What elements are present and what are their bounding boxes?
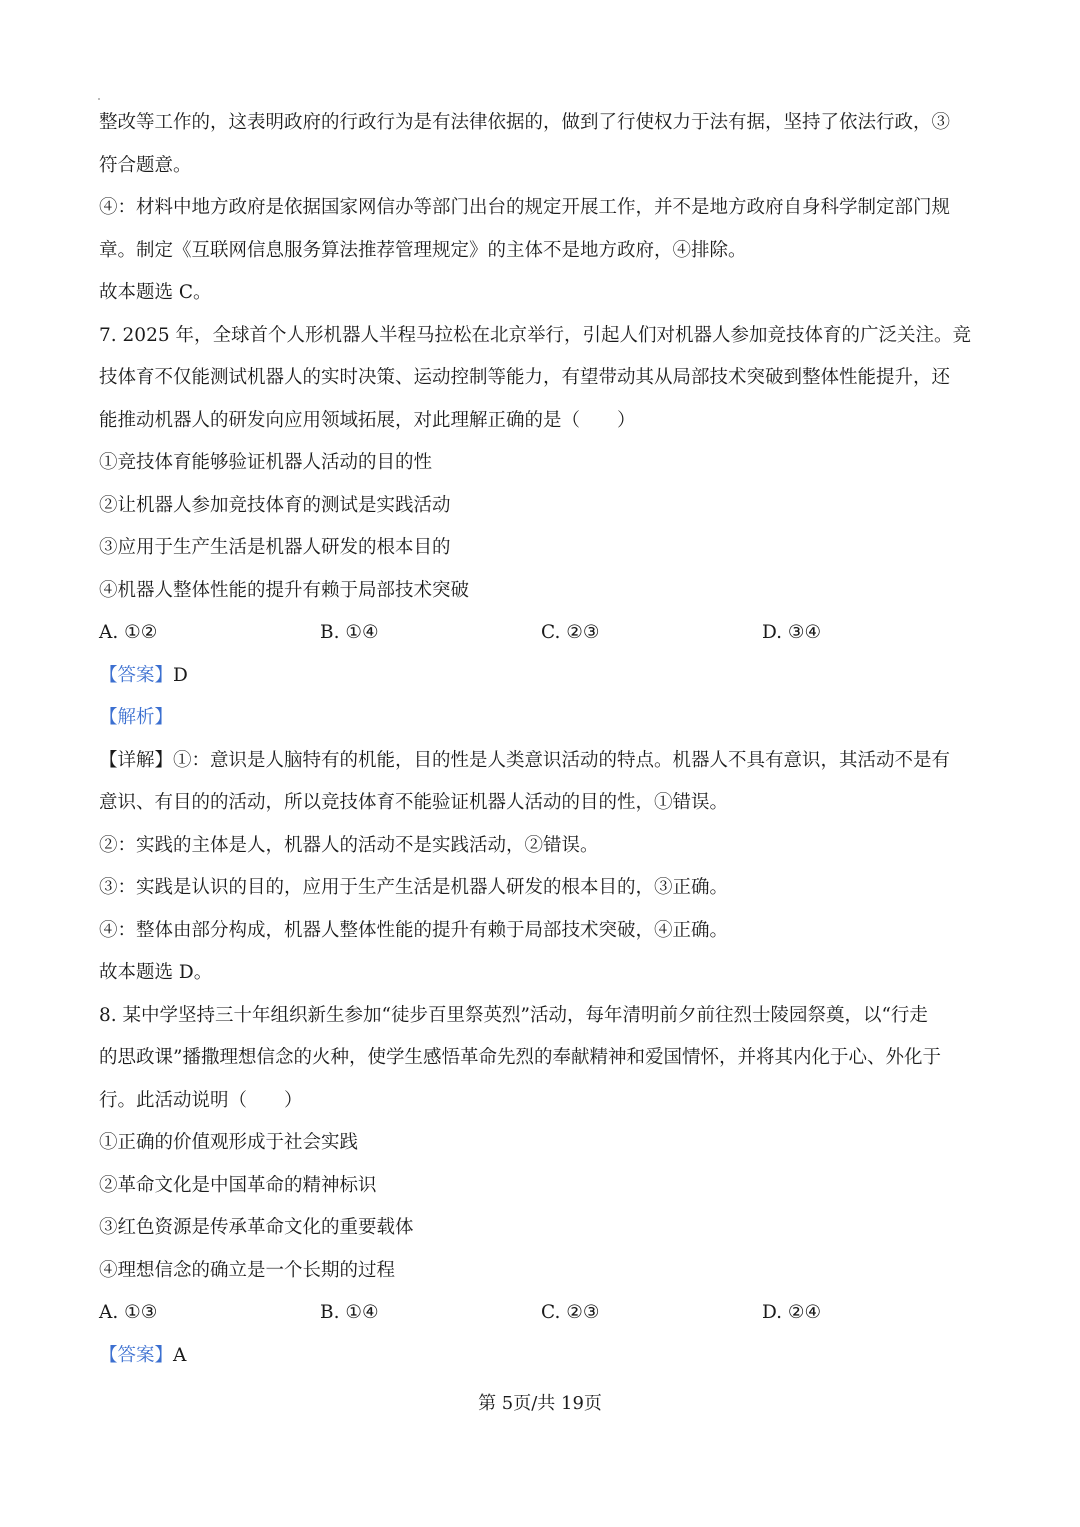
question-stem-line: 的思政课”播撒理想信念的火种，使学生感悟革命先烈的奉献精神和爱国情怀，并将其内化于心、外化于 bbox=[99, 1047, 941, 1068]
scan-speck bbox=[98, 98, 100, 100]
option-d: D. ②④ bbox=[762, 1302, 822, 1323]
question-stem-line: 7. 2025 年，全球首个人形机器人半程马拉松在北京举行，引起人们对机器人参加竞技体育的广泛关注。竞 bbox=[99, 324, 971, 346]
detail-line: ②：实践的主体是人，机器人的活动不是实践活动，②错误。 bbox=[99, 834, 599, 856]
detail-text: ①：意识是人脑特有的机能，目的性是人类意识活动的特点。机器人不具有意识，其活动不是有 bbox=[173, 749, 951, 771]
statement-1: ①竞技体育能够验证机器人活动的目的性 bbox=[99, 452, 433, 473]
detail-tag: 【详解】 bbox=[99, 749, 174, 771]
answer-tag: 【答案】 bbox=[99, 1344, 174, 1366]
page-number: 第 5页/共 19页 bbox=[478, 1393, 602, 1414]
conclusion-line: 故本题选 C。 bbox=[99, 282, 212, 303]
answer-line bbox=[99, 1335, 989, 1378]
question-8 bbox=[99, 995, 989, 1378]
answer-options bbox=[99, 612, 989, 655]
document-page bbox=[99, 102, 989, 1377]
statement-2: ②让机器人参加竞技体育的测试是实践活动 bbox=[99, 494, 451, 516]
statement-2: ②革命文化是中国革命的精神标识 bbox=[99, 1174, 377, 1196]
question-stem-line: 行。此活动说明（ ） bbox=[99, 1089, 303, 1111]
text-line: ④：材料中地方政府是依据国家网信办等部门出台的规定开展工作，并不是地方政府自身科学制定部门规 bbox=[99, 197, 951, 218]
previous-question-continuation bbox=[99, 102, 989, 315]
conclusion-line: 故本题选 D。 bbox=[99, 962, 213, 983]
answer-options bbox=[99, 1292, 989, 1335]
detail-line: 意识、有目的的活动，所以竞技体育不能验证机器人活动的目的性，①错误。 bbox=[99, 792, 729, 813]
analysis-tag: 【解析】 bbox=[99, 707, 174, 728]
option-c: C. ②③ bbox=[541, 622, 600, 643]
text-line: 整改等工作的，这表明政府的行政行为是有法律依据的，做到了行使权力于法有据，坚持了依法行政，③ bbox=[99, 112, 951, 133]
detail-line: ④：整体由部分构成，机器人整体性能的提升有赖于局部技术突破，④正确。 bbox=[99, 919, 729, 941]
answer-value: D bbox=[173, 664, 188, 686]
statement-1: ①正确的价值观形成于社会实践 bbox=[99, 1132, 359, 1153]
text-line: 符合题意。 bbox=[99, 154, 192, 176]
option-a: A. ①③ bbox=[99, 1302, 158, 1323]
answer-value: A bbox=[173, 1344, 187, 1366]
statement-4: ④理想信念的确立是一个长期的过程 bbox=[99, 1259, 396, 1281]
question-stem-line: 8. 某中学坚持三十年组织新生参加“徒步百里祭英烈”活动，每年清明前夕前往烈士陵园祭奠，以“行走 bbox=[99, 1004, 928, 1026]
statement-3: ③应用于生产生活是机器人研发的根本目的 bbox=[99, 537, 451, 558]
text-line: 章。制定《互联网信息服务算法推荐管理规定》的主体不是地方政府，④排除。 bbox=[99, 239, 747, 261]
detail-line bbox=[99, 740, 989, 783]
statement-3: ③红色资源是传承革命文化的重要载体 bbox=[99, 1217, 414, 1238]
option-b: B. ①④ bbox=[320, 1302, 379, 1323]
detail-line: ③：实践是认识的目的，应用于生产生活是机器人研发的根本目的，③正确。 bbox=[99, 877, 729, 898]
option-c: C. ②③ bbox=[541, 1302, 600, 1323]
question-7 bbox=[99, 315, 989, 995]
answer-line bbox=[99, 655, 989, 698]
analysis-line bbox=[99, 697, 989, 740]
question-stem-line: 能推动机器人的研发向应用领域拓展，对此理解正确的是（ ） bbox=[99, 409, 636, 431]
option-a: A. ①② bbox=[99, 622, 158, 643]
answer-tag: 【答案】 bbox=[99, 664, 174, 686]
question-stem-line: 技体育不仅能测试机器人的实时决策、运动控制等能力，有望带动其从局部技术突破到整体性能提升，还 bbox=[99, 367, 951, 388]
option-d: D. ③④ bbox=[762, 622, 822, 643]
option-b: B. ①④ bbox=[320, 622, 379, 643]
statement-4: ④机器人整体性能的提升有赖于局部技术突破 bbox=[99, 579, 470, 601]
